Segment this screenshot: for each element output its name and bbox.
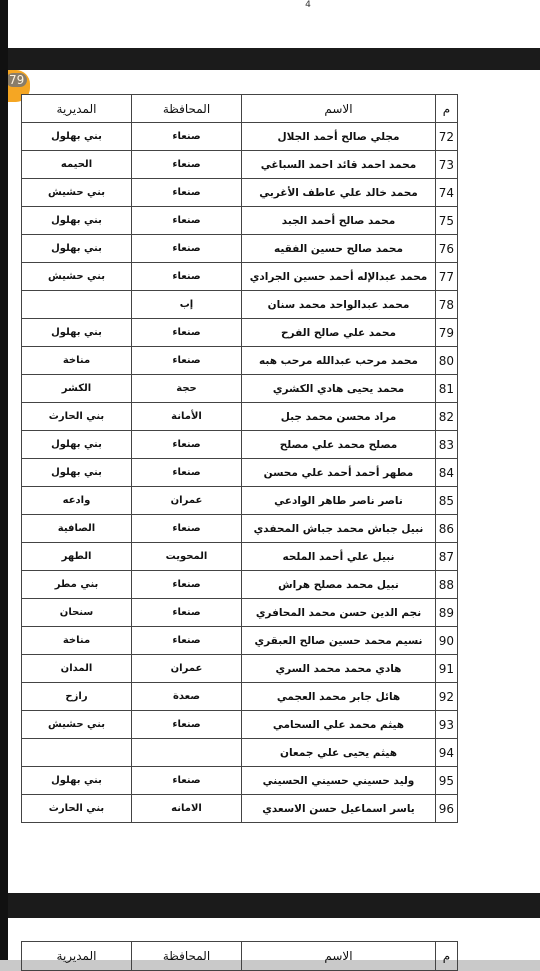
cell-governorate: إب — [132, 291, 242, 319]
cell-number: 89 — [436, 599, 458, 627]
cell-directorate: الكشر — [22, 375, 132, 403]
header-directorate: المديرية — [22, 95, 132, 123]
table-row — [22, 403, 458, 431]
cell-name: نبيل محمد مصلح هراش — [242, 571, 436, 599]
header-number: م — [436, 942, 458, 971]
viewer-edge — [0, 0, 8, 960]
header-directorate: المديرية — [22, 942, 132, 971]
header-name: الاسم — [242, 95, 436, 123]
table-row — [22, 795, 458, 823]
cell-name: هائل جابر محمد العجمي — [242, 683, 436, 711]
cell-number: 85 — [436, 487, 458, 515]
cell-directorate: المدان — [22, 655, 132, 683]
cell-governorate: صنعاء — [132, 767, 242, 795]
cell-directorate: بني الحارث — [22, 403, 132, 431]
cell-directorate: بني حشيش — [22, 179, 132, 207]
table-row — [22, 627, 458, 655]
page-indicator-label: 79 — [6, 73, 27, 87]
table-header-row — [22, 942, 458, 971]
cell-number: 86 — [436, 515, 458, 543]
cell-governorate: صنعاء — [132, 123, 242, 151]
cell-name: ياسر اسماعيل حسن الاسعدي — [242, 795, 436, 823]
cell-name: مصلح محمد علي مصلح — [242, 431, 436, 459]
cell-governorate: صنعاء — [132, 515, 242, 543]
cell-directorate: بني بهلول — [22, 319, 132, 347]
cell-number: 87 — [436, 543, 458, 571]
cell-number: 84 — [436, 459, 458, 487]
cell-directorate: بني بهلول — [22, 123, 132, 151]
cell-directorate: بني بهلول — [22, 207, 132, 235]
cell-governorate: صنعاء — [132, 319, 242, 347]
header-number: م — [436, 95, 458, 123]
cell-number: 94 — [436, 739, 458, 767]
cell-name: محمد خالد علي عاطف الأغربي — [242, 179, 436, 207]
table-row — [22, 431, 458, 459]
cell-governorate: صنعاء — [132, 235, 242, 263]
table-row — [22, 151, 458, 179]
cell-number: 81 — [436, 375, 458, 403]
table-row — [22, 543, 458, 571]
cell-number: 92 — [436, 683, 458, 711]
table-row — [22, 515, 458, 543]
table-row — [22, 347, 458, 375]
cell-governorate: عمران — [132, 487, 242, 515]
page-gap — [0, 893, 540, 918]
cell-governorate: صنعاء — [132, 263, 242, 291]
cell-directorate: وادعه — [22, 487, 132, 515]
table-row — [22, 291, 458, 319]
table-row — [22, 207, 458, 235]
cell-number: 96 — [436, 795, 458, 823]
cell-governorate: صنعاء — [132, 207, 242, 235]
header-governorate: المحافظة — [132, 942, 242, 971]
cell-number: 82 — [436, 403, 458, 431]
cell-name: هيثم محمد علي السحامي — [242, 711, 436, 739]
header-name: الاسم — [242, 942, 436, 971]
cell-directorate: بني حشيش — [22, 263, 132, 291]
cell-number: 80 — [436, 347, 458, 375]
cell-directorate: بني بهلول — [22, 235, 132, 263]
table-row — [22, 711, 458, 739]
cell-number: 74 — [436, 179, 458, 207]
table-row — [22, 655, 458, 683]
cell-directorate: بني حشيش — [22, 711, 132, 739]
table-row — [22, 459, 458, 487]
cell-number: 88 — [436, 571, 458, 599]
table-row — [22, 683, 458, 711]
cell-name: محمد صالح أحمد الجبد — [242, 207, 436, 235]
cell-directorate — [22, 291, 132, 319]
page-number-top: 4 — [305, 0, 311, 10]
cell-governorate: صنعاء — [132, 459, 242, 487]
header-governorate: المحافظة — [132, 95, 242, 123]
cell-name: ناصر ناصر طاهر الوادعي — [242, 487, 436, 515]
cell-number: 72 — [436, 123, 458, 151]
cell-governorate: صنعاء — [132, 627, 242, 655]
cell-number: 79 — [436, 319, 458, 347]
table-row — [22, 235, 458, 263]
cell-directorate: بني الحارث — [22, 795, 132, 823]
cell-governorate: صنعاء — [132, 571, 242, 599]
cell-directorate: الحيمه — [22, 151, 132, 179]
cell-number: 90 — [436, 627, 458, 655]
table-row — [22, 571, 458, 599]
page-gap — [0, 48, 540, 70]
cell-number: 78 — [436, 291, 458, 319]
cell-number: 91 — [436, 655, 458, 683]
cell-governorate: صنعاء — [132, 347, 242, 375]
cell-governorate: صنعاء — [132, 711, 242, 739]
table-row — [22, 319, 458, 347]
cell-name: محمد يحيى هادي الكشري — [242, 375, 436, 403]
cell-name: نبيل جباش محمد جباش المحفدي — [242, 515, 436, 543]
table-row — [22, 599, 458, 627]
table-row — [22, 123, 458, 151]
cell-governorate: صنعاء — [132, 151, 242, 179]
cell-name: نبيل علي أحمد الملحه — [242, 543, 436, 571]
cell-name: هادي محمد محمد السري — [242, 655, 436, 683]
cell-directorate: سنحان — [22, 599, 132, 627]
cell-governorate: عمران — [132, 655, 242, 683]
cell-number: 75 — [436, 207, 458, 235]
cell-directorate: مناخة — [22, 627, 132, 655]
cell-number: 77 — [436, 263, 458, 291]
cell-directorate — [22, 739, 132, 767]
cell-name: محمد مرحب عبدالله مرحب هبه — [242, 347, 436, 375]
cell-name: مراد محسن محمد جبل — [242, 403, 436, 431]
table-header-row — [22, 95, 458, 123]
previous-page — [8, 0, 540, 48]
cell-name: محمد عبدالإله أحمد حسين الجرادي — [242, 263, 436, 291]
cell-number: 73 — [436, 151, 458, 179]
cell-name: مطهر أحمد أحمد علي محسن — [242, 459, 436, 487]
cell-directorate: مناخة — [22, 347, 132, 375]
cell-directorate: رازح — [22, 683, 132, 711]
cell-governorate: صعدة — [132, 683, 242, 711]
cell-name: هيثم يحيى علي جمعان — [242, 739, 436, 767]
table-row — [22, 739, 458, 767]
cell-directorate: بني بهلول — [22, 459, 132, 487]
cell-name: نجم الدين حسن محمد المحافري — [242, 599, 436, 627]
cell-number: 93 — [436, 711, 458, 739]
table-row — [22, 179, 458, 207]
table-row — [22, 375, 458, 403]
cell-number: 95 — [436, 767, 458, 795]
cell-number: 76 — [436, 235, 458, 263]
cell-directorate: الصافية — [22, 515, 132, 543]
cell-governorate: المحويت — [132, 543, 242, 571]
cell-governorate: صنعاء — [132, 599, 242, 627]
table-row — [22, 767, 458, 795]
roster-table — [21, 94, 458, 823]
cell-directorate: بني بهلول — [22, 767, 132, 795]
cell-directorate: بني مطر — [22, 571, 132, 599]
cell-name: وليد حسيني حسيني الحسيني — [242, 767, 436, 795]
next-page-table-header — [21, 941, 458, 971]
cell-governorate: صنعاء — [132, 179, 242, 207]
cell-number: 83 — [436, 431, 458, 459]
cell-name: محمد صالح حسين الفقيه — [242, 235, 436, 263]
table-row — [22, 263, 458, 291]
cell-name: محمد احمد قائد احمد السباغي — [242, 151, 436, 179]
cell-governorate: الامانه — [132, 795, 242, 823]
cell-governorate: صنعاء — [132, 431, 242, 459]
cell-name: مجلي صالح أحمد الجلال — [242, 123, 436, 151]
table-row — [22, 487, 458, 515]
cell-governorate: حجة — [132, 375, 242, 403]
cell-governorate — [132, 739, 242, 767]
cell-directorate: بني بهلول — [22, 431, 132, 459]
cell-directorate: الطهر — [22, 543, 132, 571]
cell-name: محمد علي صالح الفرح — [242, 319, 436, 347]
cell-name: نسيم محمد حسين صالح العبقري — [242, 627, 436, 655]
cell-name: محمد عبدالواحد محمد سنان — [242, 291, 436, 319]
cell-governorate: الأمانة — [132, 403, 242, 431]
